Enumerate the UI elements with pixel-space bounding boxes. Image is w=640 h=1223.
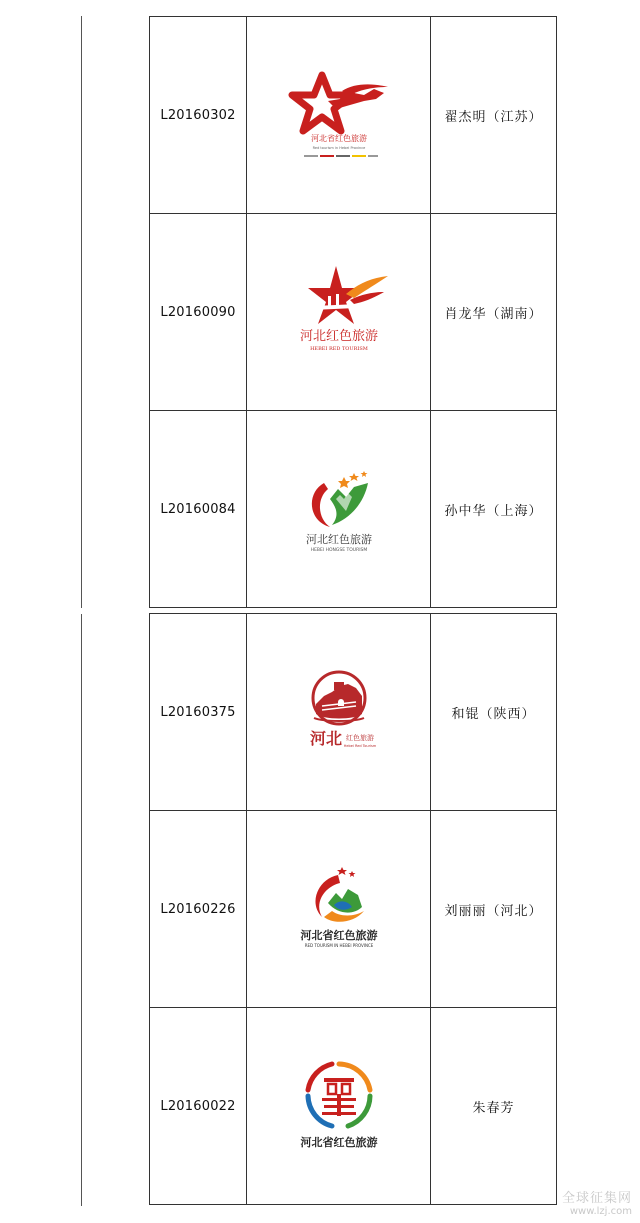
svg-text:河北省红色旅游: 河北省红色旅游 [300,1136,377,1149]
svg-text:RED TOURISM IN HEBEI PROVINCE: RED TOURISM IN HEBEI PROVINCE [304,943,373,948]
svg-text:红色旅游: 红色旅游 [345,734,374,742]
entries-table-bottom [149,613,557,1205]
svg-text:河北省红色旅游: 河北省红色旅游 [300,929,377,942]
wing-mountain-icon [247,459,430,559]
watermark-url: www.lzj.com [569,1206,632,1217]
svg-text:河北: 河北 [309,729,342,748]
entry-logo-cell [247,411,431,608]
entry-logo-cell [247,1008,431,1205]
entry-author: 和锟（陕西） [431,614,557,811]
entry-code: L20160084 [150,411,247,608]
entry-code: L20160302 [150,17,247,214]
entry-author: 刘丽丽（河北） [431,811,557,1008]
entry-code: L20160090 [150,214,247,411]
entry-code: L20160226 [150,811,247,1008]
svg-text:河北红色旅游: 河北红色旅游 [299,329,378,344]
entry-code: L20160375 [150,614,247,811]
table-row [150,411,557,608]
entry-logo-cell [247,17,431,214]
table-row [150,214,557,411]
great-wall-circle-icon [247,662,430,762]
table-row [150,811,557,1008]
entry-logo-cell [247,614,431,811]
svg-text:河北省红色旅游: 河北省红色旅游 [310,134,367,143]
entry-logo-cell [247,214,431,411]
table-row [150,614,557,811]
entries-table-top [149,16,557,608]
left-border-line-bottom [81,614,82,1206]
watermark-title: 全球征集网 [561,1191,632,1206]
entry-author: 朱春芳 [431,1008,557,1205]
svg-text:河北红色旅游: 河北红色旅游 [305,533,372,546]
entry-author: 翟杰明（江苏） [431,17,557,214]
entry-author: 肖龙华（湖南） [431,214,557,411]
entry-logo-cell [247,811,431,1008]
watermark [562,1187,632,1217]
svg-text:HEBEI RED TOURISM: HEBEI RED TOURISM [309,346,368,352]
entry-code: L20160022 [150,1008,247,1205]
star-great-wall-icon [247,65,430,165]
svg-text:HEBEI HONGSE TOURISM: HEBEI HONGSE TOURISM [310,548,367,553]
svg-text:Red tourism in Hebei Province: Red tourism in Hebei Province [312,146,365,150]
svg-text:Hebei Red Tourism: Hebei Red Tourism [343,744,376,748]
table-row [150,1008,557,1205]
table-row [150,17,557,214]
swirl-mountain-icon [247,859,430,959]
entry-author: 孙中华（上海） [431,411,557,608]
ji-character-ring-icon [247,1056,430,1156]
left-border-line-top [81,16,82,608]
star-flame-icon [247,262,430,362]
